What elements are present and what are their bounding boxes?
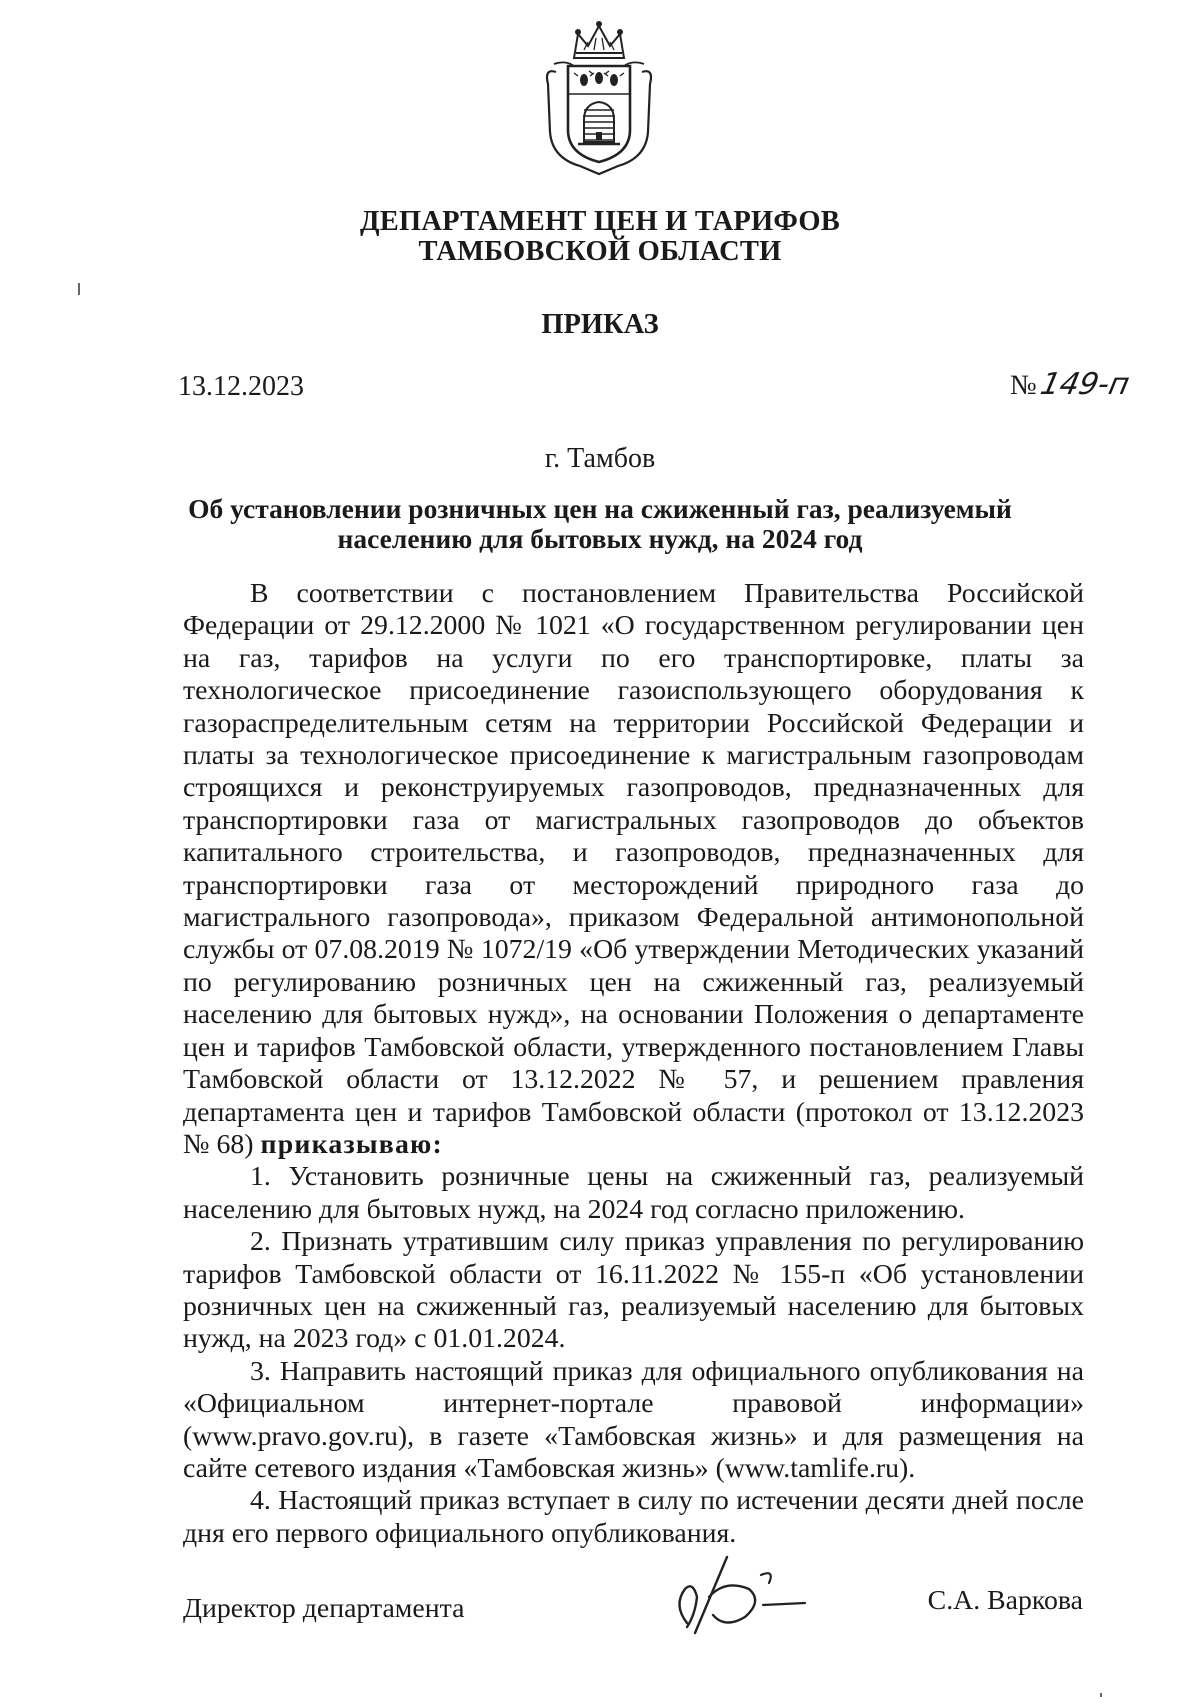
document-body: [183, 578, 1084, 1550]
handwritten-signature-icon: [665, 1545, 815, 1645]
document-number: [1010, 367, 1133, 402]
coat-of-arms-icon: [540, 20, 658, 178]
order-item-2: 2. Признать утратившим силу приказ управления по регулированию тарифов Тамбовской области от 16.11.2022 № 155-п «Об установлении розничных цен на сжиженный газ, реализуемый населению для бытовых нужд, на 2023 год» с 01.01.2024.: [183, 1226, 1084, 1355]
number-prefix: №: [1010, 370, 1037, 401]
document-subject: [150, 494, 1050, 554]
scan-speck: [78, 283, 80, 295]
subject-line-1: Об установлении розничных цен на сжиженный газ, реализуемый: [188, 493, 1012, 524]
scan-speck: [1100, 1693, 1102, 1697]
order-keyword: приказываю:: [260, 1128, 443, 1160]
handwritten-number: 149-п: [1036, 367, 1133, 402]
department-line-1: ДЕПАРТАМЕНТ ЦЕН И ТАРИФОВ: [359, 206, 841, 237]
document-type-title: ПРИКАЗ: [541, 309, 659, 340]
document-city: г. Тамбов: [544, 443, 656, 474]
department-name: [0, 207, 1200, 267]
order-item-1: 1. Установить розничные цены на сжиженный газ, реализуемый населению для бытовых нужд, на 2024 год согласно приложению.: [183, 1161, 1084, 1225]
signatory-position: Директор департамента: [183, 1593, 465, 1624]
preamble-paragraph: [183, 578, 1084, 1161]
order-item-4: 4. Настоящий приказ вступает в силу по истечении десяти дней после дня его первого официального опубликования.: [183, 1485, 1084, 1549]
department-line-2: ТАМБОВСКОЙ ОБЛАСТИ: [418, 236, 782, 267]
signatory-name: С.А. Варкова: [927, 1585, 1083, 1616]
document-date: 13.12.2023: [178, 371, 304, 402]
subject-line-2: населению для бытовых нужд, на 2024 год: [337, 523, 863, 554]
preamble-text: В соответствии с постановлением Правительства Российской Федерации от 29.12.2000 № 1021 «О государственном регулировании цен на газ, тарифов на услуги по его транспортировке, платы за технологическое присоединение газоиспользующего оборудования к газораспределительным сетям на территории Российской Федерации и платы за технологическое присоединение к магистральным газопроводам строящихся и реконструируемых газопроводов, предназначенных для транспортировки газа от магистральных газопроводов до объектов капитального строительства, и газопроводов, предназначенных для транспортировки газа от месторождений природного газа до магистрального газопровода», приказом Федеральной антимонопольной службы от 07.08.2019 № 1072/19 «Об утверждении Методических указаний по регулированию розничных цен на сжиженный газ, реализуемый населению для бытовых нужд», на основании Положения о департаменте цен и тарифов Тамбовской области, утвержденного постановлением Главы Тамбовской области от 13.12.2022 № 57, и решением правления департамента цен и тарифов Тамбовской области (протокол от 13.12.2023 № 68): [183, 578, 1084, 1160]
order-item-3: 3. Направить настоящий приказ для официального опубликования на «Официальном интернет-портале правовой информации» (www.pravo.gov.ru), в газете «Тамбовская жизнь» и для размещения на сайте сетевого издания «Тамбовская жизнь» (www.tamlife.ru).: [183, 1355, 1084, 1484]
